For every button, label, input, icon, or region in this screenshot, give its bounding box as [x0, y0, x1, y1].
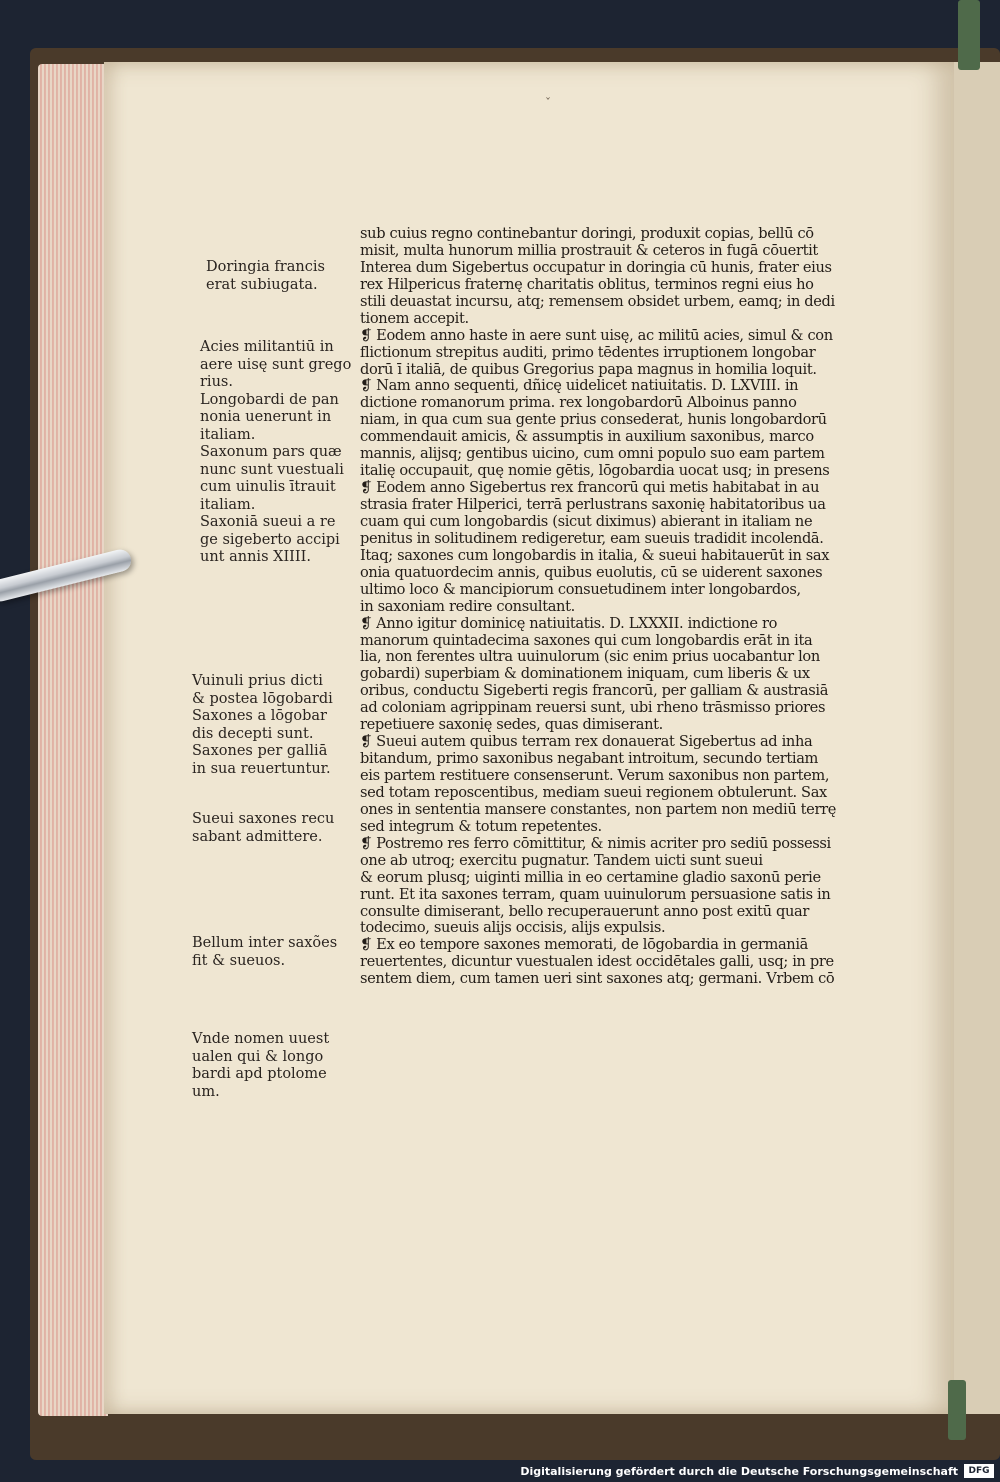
main-text-block [360, 226, 870, 988]
text-line: stili deuastat incursu, atq; remensem obsidet urbem, eamq; in dedi [360, 293, 835, 310]
text-line: ❡ Eodem anno haste in aere sunt uisę, ac militū acies, simul & con [360, 327, 833, 344]
text-line: commendauit amicis, & assumptis in auxilium saxonibus, marco [360, 429, 814, 446]
text-line: ad coloniam agrippinam reuersi sunt, ubi rheno trāsmisso priores [360, 700, 826, 717]
text-line: in saxoniam redire consultant. [360, 598, 575, 615]
text-line: one ab utroq; exercitu pugnatur. Tandem uicti sunt sueui [360, 852, 763, 869]
facing-page-edge [948, 62, 1000, 1414]
text-line: consulte dimiserant, bello recuperauerunt anno post exitū quar [360, 903, 810, 920]
margin-note: Doringia francis erat subiugata. [206, 259, 325, 293]
text-line: dictione romanorum prima. rex longobardorū Alboinus panno [360, 395, 797, 412]
text-line: strasia frater Hilperici, terrā perlustrans saxonię habitatoribus ua [360, 497, 826, 513]
text-line: cuam qui cum longobardis (sicut diximus) abierant in italiam ne [360, 513, 813, 530]
text-line: ultimo loco & mancipiorum consuetudinem inter longobardos, [360, 581, 801, 598]
text-line: penitus in solitudinem redigeretur, eam sueuis tradidit incolendā. [360, 530, 824, 547]
footer-credit: Digitalisierung gefördert durch die Deutsche Forschungsgemeinschaft [520, 1465, 958, 1478]
text-line: eis partem restituere consenserunt. Verum saxonibus non partem, [360, 768, 830, 784]
text-line: Interea dum Sigebertus occupatur in doringia cū hunis, frater eius [360, 259, 832, 276]
margin-note: Sueui saxones recu sabant admittere. [192, 811, 335, 845]
text-line: flictionum strepitus auditi, primo tēdentes irruptionem longobar [360, 344, 816, 361]
text-line: ❡ Postremo res ferro cōmittitur, & nimis acriter pro sediū possessi [360, 835, 831, 852]
text-line: rex Hilpericus fraternę charitatis oblitus, terminos regni eius ho [360, 276, 814, 293]
text-line: sub cuius regno continebantur doringi, produxit copias, bellū cō [360, 226, 814, 242]
text-line: ❡ Anno igitur dominicę natiuitatis. D. LXXXII. indictione ro [360, 615, 778, 632]
text-line: oribus, conductu Sigeberti regis francorū, per galliam & austrasiā [360, 683, 829, 700]
text-line: dorū ī italiā, de quibus Gregorius papa magnus in homilia loquit. [360, 361, 817, 378]
text-line: mannis, alijsq; gentibus uicino, cum omni populo suo eam partem [360, 446, 825, 463]
text-line: lia, non ferentes ultra uuinulorum (sic enim prius uocabantur lon [360, 649, 820, 666]
text-line: manorum quintadecima saxones qui cum longobardis erāt in ita [360, 632, 813, 649]
text-line: repetiuere saxonię sedes, quas dimiserant. [360, 717, 663, 734]
text-line: sed totam reposcentibus, mediam sueui regionem obtulerunt. Sax [360, 784, 827, 801]
text-line: onia quatuordecim annis, quibus euolutis, cū se uiderent saxones [360, 564, 823, 581]
text-line: tionem accepit. [360, 310, 469, 327]
bookmark-ribbon-bottom [948, 1380, 966, 1440]
bookmark-ribbon-top [958, 0, 980, 70]
text-line: bitandum, primo saxonibus negabant introitum, secundo tertiam [360, 751, 819, 768]
margin-note: Bellum inter saxões fit & sueuos. [192, 935, 338, 969]
text-line: italię occupauit, quę nomie gētis, lōgobardia uocat usq; in presens [360, 463, 830, 480]
text-line: gobardi) superbiam & dominationem iniquam, cum liberis & ux [360, 666, 810, 683]
text-line: ones in sententia mansere constantes, non partem non mediū terrę [360, 801, 837, 818]
dfg-logo: DFG [964, 1464, 994, 1478]
text-line: & eorum plusq; uiginti millia in eo certamine gladio saxonū perie [360, 869, 821, 886]
text-line: reuertentes, dicuntur vuestualen idest occidētales galli, usq; in pre [360, 954, 834, 971]
text-line: ❡ Sueui autem quibus terram rex donauerat Sigebertus ad inha [360, 734, 813, 751]
text-line: sentem diem, cum tamen ueri sint saxones atq; germani. Vrbem cō [360, 971, 835, 988]
page-edges [38, 64, 108, 1416]
margin-note: Vnde nomen uuest ualen qui & longo bardi apd ptolome um. [192, 1031, 330, 1100]
text-line: misit, multa hunorum millia prostrauit & ceteros in fugā cōuertit [360, 242, 818, 259]
text-line: niam, in qua cum sua gente prius consederat, hunis longobardorū [360, 412, 827, 429]
text-line: ❡ Eodem anno Sigebertus rex francorū qui metis habitabat in au [360, 480, 820, 497]
text-line: sed integrum & totum repetentes. [360, 818, 602, 835]
text-line: ❡ Nam anno sequenti, dñicę uidelicet natiuitatis. D. LXVIII. in [360, 378, 799, 395]
text-line: runt. Et ita saxones terram, quam uuinulorum persuasione satis in [360, 886, 831, 903]
text-line: todecimo, sueuis alijs occisis, alijs expulsis. [360, 920, 666, 937]
page-mark: ˇ [545, 96, 551, 110]
text-line: Itaq; saxones cum longobardis in italia, & sueui habitauerūt in sax [360, 547, 830, 564]
margin-note: Acies militantiū in aere uisę sunt grego rius. Longobardi de pan nonia uenerunt in italiam. Saxonum pars quæ nunc sunt vuestuali cum uinulis ītrauit italiam. Saxoniā sueui a re ge sigeberto accipi unt annis XIIII. [200, 339, 352, 565]
text-line: ❡ Ex eo tempore saxones memorati, de lōgobardia in germaniā [360, 937, 809, 954]
margin-note: Vuinuli prius dicti & postea lōgobardi Saxones a lōgobar dis decepti sunt. Saxones per galliā in sua reuertuntur. [192, 673, 333, 777]
